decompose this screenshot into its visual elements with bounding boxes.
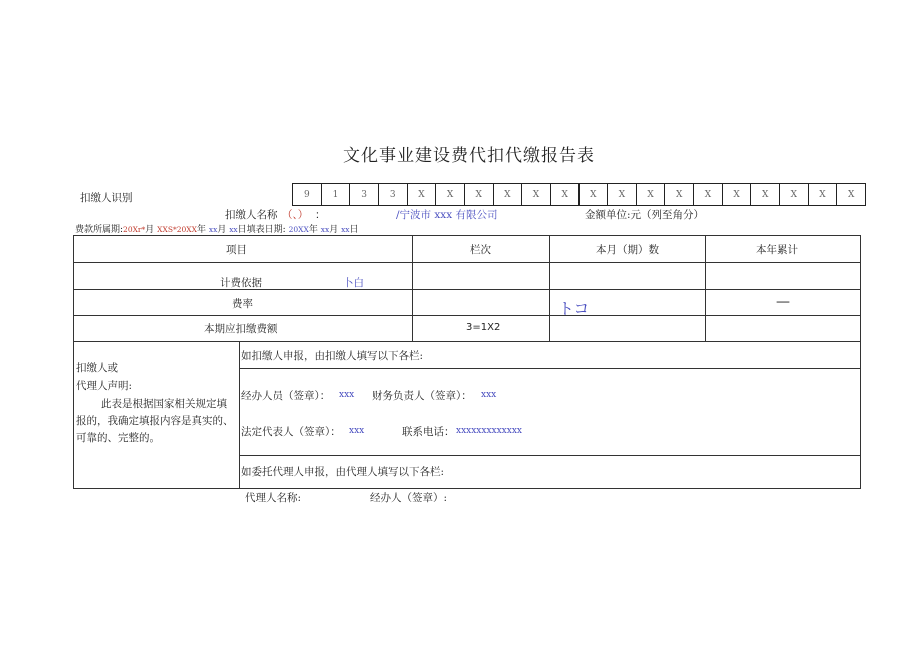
period-year-1: 年 — [196, 225, 206, 235]
id-char-cell: X — [464, 183, 494, 206]
id-char-cell: X — [750, 183, 780, 206]
proxy-name-label: 代理人名称: — [245, 492, 302, 504]
id-char-cell: 9 — [292, 183, 322, 206]
scribble-mark: トコ — [558, 299, 590, 318]
period-line — [75, 222, 359, 235]
decl-left-body2: 报的，我确定填报内容是真实的、 — [76, 415, 234, 427]
row-fee-label: 本期应扣缴费额 — [204, 323, 278, 335]
id-char-cell: 1 — [321, 183, 351, 206]
name-value: /宁波市 xxx 有限公司 — [396, 209, 498, 221]
id-label: 扣缴人识别 — [80, 192, 133, 204]
id-char-cell: X — [779, 183, 809, 206]
row-fee-column: 3=1X2 — [466, 322, 501, 333]
fill-month: 月 — [329, 225, 339, 235]
agent-value: xxx — [339, 390, 355, 400]
header-month: 本月（期）数 — [596, 244, 659, 256]
fill-year-value: 20XX — [288, 225, 309, 234]
period-month-2: 月 — [217, 225, 227, 235]
phone-value: xxxxxxxxxxxxx — [456, 426, 522, 436]
id-char-cell: X — [579, 183, 609, 206]
proxy-agent-label: 经办人（签章）: — [370, 492, 448, 504]
id-char-cell: X — [407, 183, 437, 206]
amount-unit: 金额单位:元（列至角分） — [585, 209, 705, 221]
period-label: 费款所属期: — [75, 225, 124, 235]
period-mid-value: XXS*20XX — [157, 225, 197, 234]
fill-day: 日 — [349, 225, 359, 235]
row-basis-label: 计费依据 — [220, 277, 262, 289]
row-rate-label: 费率 — [232, 298, 253, 310]
id-char-cell: X — [808, 183, 838, 206]
fill-year: 年 — [308, 225, 318, 235]
period-month-1: 月 — [145, 225, 155, 235]
id-char-cell: X — [493, 183, 523, 206]
row-rate-year: — — [776, 294, 790, 310]
id-char-cell: X — [607, 183, 637, 206]
id-char-cell: X — [636, 183, 666, 206]
fill-date-label: 日填表日期: — [237, 225, 286, 235]
id-char-cell: X — [836, 183, 866, 206]
decl-left-line1: 扣缴人或 — [76, 362, 118, 374]
id-char-cell: X — [550, 183, 580, 206]
name-paren: （、） — [282, 209, 309, 221]
row-basis-note: 卜白 — [343, 277, 364, 289]
finance-label: 财务负责人（签章）： — [372, 390, 472, 402]
period-start-value: 20Xr* — [123, 225, 146, 234]
decl-left-body3: 可靠的、完整的。 — [76, 432, 160, 444]
id-char-cell: 3 — [349, 183, 379, 206]
entrust-header: 如委托代理人申报，由代理人填写以下各栏: — [241, 466, 445, 478]
period-month-value: xx — [208, 225, 218, 234]
phone-label: 联系电话： — [402, 426, 455, 438]
legal-label: 法定代表人（签章）： — [241, 426, 341, 438]
name-label: 扣缴人名称 — [225, 209, 278, 221]
fill-month-value: xx — [320, 225, 330, 234]
fill-day-value: xx — [341, 225, 350, 234]
id-char-cell: 3 — [378, 183, 408, 206]
decl-left-line2: 代理人声明: — [76, 380, 133, 392]
page-title: 文化事业建设费代扣代缴报告表 — [343, 146, 595, 166]
id-char-cell: X — [521, 183, 551, 206]
header-item: 项目 — [226, 244, 247, 256]
id-char-cell: X — [435, 183, 465, 206]
header-column: 栏次 — [470, 244, 491, 256]
period-day-value: xx — [229, 225, 238, 234]
legal-value: xxx — [349, 426, 365, 436]
decl-left-body1: 此表是根据国家相关规定填 — [101, 398, 227, 410]
id-char-cell: X — [664, 183, 694, 206]
name-colon: ： — [315, 209, 326, 221]
finance-value: xxx — [481, 390, 497, 400]
id-char-cell: X — [693, 183, 723, 206]
id-char-cell: X — [722, 183, 752, 206]
agent-label: 经办人员（签章）： — [241, 390, 331, 402]
decl-right-header: 如扣缴人申报，由扣缴人填写以下各栏: — [241, 350, 424, 362]
header-year: 本年累计 — [756, 244, 798, 256]
